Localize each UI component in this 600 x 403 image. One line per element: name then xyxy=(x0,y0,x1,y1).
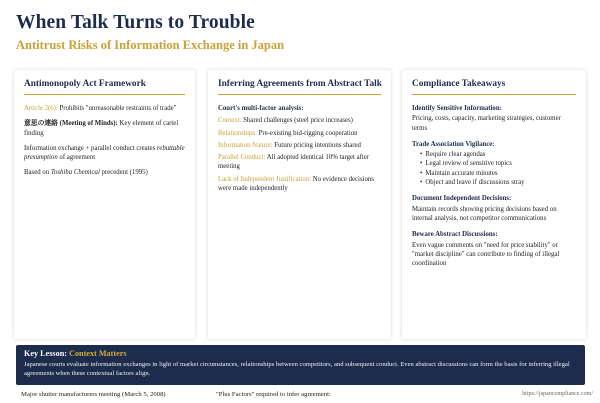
list-item: • Object and leave if discussions stray xyxy=(420,178,576,187)
key-lesson-highlight: Context Matters xyxy=(69,349,127,358)
inferring-card xyxy=(208,70,391,339)
sensitive-info-block xyxy=(412,104,576,133)
factor-label: Context: xyxy=(218,117,242,125)
factor-item xyxy=(218,116,381,125)
factor-text: Future pricing intentions shared xyxy=(272,141,361,149)
section-text: Maintain records showing pricing decisions based on internal analysis, not competitor communications xyxy=(412,205,557,222)
vigilance-list xyxy=(412,150,576,187)
framework-heading: Antimonopoly Act Framework xyxy=(24,79,185,95)
section-title: Identify Sensitive Information: xyxy=(412,105,502,112)
precedent-pre: Based on xyxy=(24,169,51,177)
factor-item xyxy=(218,175,381,194)
key-lesson-heading xyxy=(24,349,577,359)
article-text: Prohibits "unreasonable restraints of trade" xyxy=(57,105,177,112)
presumption-post: of agreement xyxy=(57,154,96,162)
list-item: • Maintain accurate minutes xyxy=(420,169,576,178)
presumption-item xyxy=(24,144,185,163)
precedent-item xyxy=(24,168,185,177)
overflow-text-left: Major shutter manufacturers meeting (March 5, 2008) xyxy=(21,391,166,398)
page-title: When Talk Turns to Trouble xyxy=(16,12,255,33)
takeaways-card xyxy=(402,70,586,339)
framework-card xyxy=(14,70,195,339)
section-text: Even vague comments on "need for price stability" or "market discipline" can contribute to finding of illegal coordination xyxy=(412,241,560,268)
analysis-subhead: Court's multi-factor analysis: xyxy=(218,105,304,112)
overflow-text-middle: "Plus Factors" required to infer agreement: xyxy=(216,391,331,398)
minds-item xyxy=(24,119,185,138)
section-title: Trade Association Vigilance: xyxy=(412,140,495,148)
source-url: https://japancompliance.com/ xyxy=(522,391,593,397)
factor-item xyxy=(218,141,381,150)
factor-item xyxy=(218,153,381,172)
list-item: • Legal review of sensitive topics xyxy=(420,159,576,168)
minds-term: 意思の連絡 (Meeting of Minds): xyxy=(24,120,118,128)
inferring-heading: Inferring Agreements from Abstract Talk xyxy=(218,79,381,95)
presumption-em: rebuttable presumption xyxy=(24,144,185,162)
precedent-em: Toshiba Chemical xyxy=(50,169,100,177)
factor-text: No evidence decisions were made independently xyxy=(218,175,374,193)
section-text: Pricing, costs, capacity, marketing strategies, customer terms xyxy=(412,115,561,132)
abstract-discussions-block xyxy=(412,230,576,268)
section-title: Beware Abstract Discussions: xyxy=(412,231,498,239)
factor-text: All adopted identical 10% target after meeting xyxy=(218,154,370,171)
trade-association-block xyxy=(412,140,576,187)
minds-text: Key element of cartel finding xyxy=(24,120,179,137)
page-subtitle: Antitrust Risks of Information Exchange in Japan xyxy=(16,38,285,52)
article-ref: Article 2(6): xyxy=(24,105,58,112)
factor-text: Pre-existing bid-rigging cooperation xyxy=(256,129,358,137)
independent-decisions-block xyxy=(412,194,576,223)
factor-label: Parallel Conduct: xyxy=(218,154,266,162)
precedent-post: precedent (1995) xyxy=(99,169,148,177)
takeaways-heading: Compliance Takeaways xyxy=(412,79,576,95)
key-lesson-text: Japanese courts evaluate information exchanges in light of market circumstances, relationships between competitors, and subsequent conduct. Even abstract discussions can form the basis for inferring illegal agreements when these contextual factors align. xyxy=(24,361,570,377)
article-item xyxy=(24,104,185,113)
factor-label: Relationships: xyxy=(218,129,257,137)
presumption-pre: Information exchange + parallel conduct creates xyxy=(24,144,157,152)
factor-item xyxy=(218,129,381,138)
key-lesson-banner xyxy=(16,345,585,385)
key-lesson-label: Key Lesson: xyxy=(24,349,70,358)
factor-label: Information Nature: xyxy=(218,141,273,149)
section-title: Document Independent Decisions: xyxy=(412,195,512,203)
list-item: • Require clear agendas xyxy=(420,150,576,159)
factor-label: Lack of Independent Justification: xyxy=(218,175,312,183)
factor-text: Shared challenges (steel price increases) xyxy=(241,117,353,125)
